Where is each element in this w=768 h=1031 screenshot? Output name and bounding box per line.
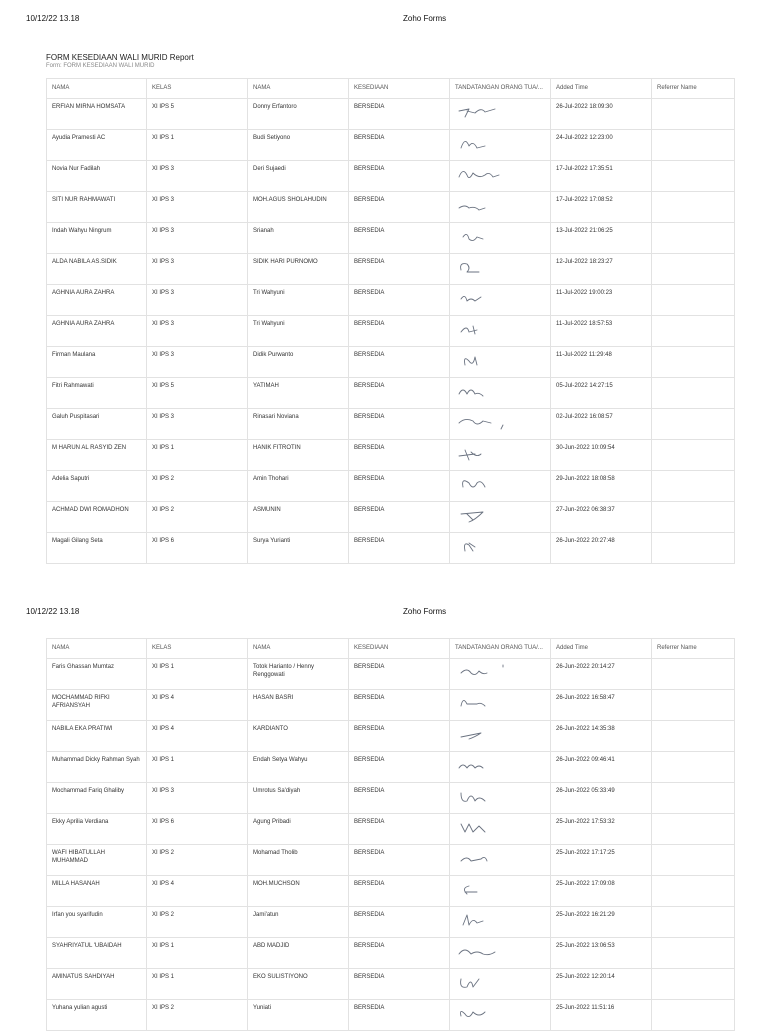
kesediaan-cell: BERSEDIA [349,130,450,161]
page-header [0,14,768,28]
added-time-cell: 11-Jul-2022 19:00:23 [551,285,652,316]
signature-cell [450,907,551,938]
signature-image [455,756,515,778]
kesediaan-cell: BERSEDIA [349,907,450,938]
signature-image [455,103,515,125]
referrer-name-cell [652,938,735,969]
student-name-cell: Fitri Rahmawati [47,378,147,409]
kesediaan-cell: BERSEDIA [349,752,450,783]
table-row[interactable] [47,192,735,223]
added-time-cell: 17-Jul-2022 17:08:52 [551,192,652,223]
referrer-name-cell [652,876,735,907]
kelas-cell: XI IPS 3 [147,316,248,347]
signature-image [455,196,515,218]
added-time-cell: 26-Jul-2022 18:09:30 [551,99,652,130]
column-header[interactable]: TANDATANGAN ORANG TUA/... [450,639,551,659]
table-row[interactable] [47,471,735,502]
kelas-cell: XI IPS 2 [147,907,248,938]
student-name-cell: SYAHRIYATUL 'UBAIDAH [47,938,147,969]
referrer-name-cell [652,192,735,223]
referrer-name-cell [652,316,735,347]
parent-name-cell: ASMUNIN [248,502,349,533]
added-time-cell: 26-Jun-2022 09:46:41 [551,752,652,783]
table-row[interactable] [47,690,735,721]
signature-image [455,725,515,747]
referrer-name-cell [652,347,735,378]
column-header[interactable]: Added Time [551,79,652,99]
signature-cell [450,409,551,440]
referrer-name-cell [652,969,735,1000]
table-row[interactable] [47,223,735,254]
column-header[interactable]: NAMA [248,79,349,99]
referrer-name-cell [652,223,735,254]
signature-cell [450,690,551,721]
referrer-name-cell [652,99,735,130]
kesediaan-cell: BERSEDIA [349,254,450,285]
referrer-name-cell [652,533,735,564]
signature-image [455,506,515,528]
added-time-cell: 25-Jun-2022 17:17:25 [551,845,652,876]
kelas-cell: XI IPS 3 [147,409,248,440]
student-name-cell: ACHMAD DWI ROMADHON [47,502,147,533]
table-header-row [47,639,735,659]
kelas-cell: XI IPS 3 [147,161,248,192]
parent-name-cell: Didik Purwanto [248,347,349,378]
signature-image [455,320,515,342]
table-row[interactable] [47,285,735,316]
kesediaan-cell: BERSEDIA [349,814,450,845]
kelas-cell: XI IPS 1 [147,752,248,783]
table-row[interactable] [47,409,735,440]
kesediaan-cell: BERSEDIA [349,845,450,876]
signature-image [455,694,515,716]
signature-cell [450,969,551,1000]
referrer-name-cell [652,659,735,690]
parent-name-cell: HANIK FITROTIN [248,440,349,471]
added-time-cell: 26-Jun-2022 20:27:48 [551,533,652,564]
referrer-name-cell [652,285,735,316]
student-name-cell: SITI NUR RAHMAWATI [47,192,147,223]
signature-image [455,880,515,902]
parent-name-cell: Yuniati [248,1000,349,1031]
added-time-cell: 25-Jun-2022 17:53:32 [551,814,652,845]
table-row[interactable] [47,969,735,1000]
table-row[interactable] [47,876,735,907]
added-time-cell: 26-Jun-2022 05:33:49 [551,783,652,814]
added-time-cell: 02-Jul-2022 16:08:57 [551,409,652,440]
signature-cell [450,316,551,347]
kesediaan-cell: BERSEDIA [349,316,450,347]
referrer-name-cell [652,409,735,440]
kesediaan-cell: BERSEDIA [349,659,450,690]
kelas-cell: XI IPS 2 [147,502,248,533]
parent-name-cell: Totok Harianto / Henny Renggowati [248,659,349,690]
signature-image [455,1004,515,1026]
kelas-cell: XI IPS 4 [147,876,248,907]
referrer-name-cell [652,378,735,409]
referrer-name-cell [652,814,735,845]
column-header[interactable]: Referrer Name [652,79,735,99]
added-time-cell: 12-Jul-2022 18:23:27 [551,254,652,285]
student-name-cell: MILLA HASANAH [47,876,147,907]
table-row[interactable] [47,378,735,409]
kelas-cell: XI IPS 1 [147,130,248,161]
added-time-cell: 30-Jun-2022 10:09:54 [551,440,652,471]
student-name-cell: Ayudia Pramesti AC [47,130,147,161]
added-time-cell: 25-Jun-2022 13:06:53 [551,938,652,969]
table-row[interactable] [47,130,735,161]
table-row[interactable] [47,254,735,285]
column-header[interactable]: Added Time [551,639,652,659]
parent-name-cell: HASAN BASRI [248,690,349,721]
signature-cell [450,471,551,502]
student-name-cell: WAFI HIBATULLAH MUHAMMAD [47,845,147,876]
signature-image [455,351,515,373]
signature-image [455,258,515,280]
student-name-cell: AMINATUS SAHDIYAH [47,969,147,1000]
parent-name-cell: Amin Thohari [248,471,349,502]
referrer-name-cell [652,254,735,285]
parent-name-cell: Jami'atun [248,907,349,938]
table-row[interactable] [47,347,735,378]
parent-name-cell: Agung Pribadi [248,814,349,845]
added-time-cell: 29-Jun-2022 18:08:58 [551,471,652,502]
kelas-cell: XI IPS 1 [147,938,248,969]
signature-cell [450,502,551,533]
referrer-name-cell [652,130,735,161]
signature-image [455,942,515,964]
print-date: 10/12/22 13.18 [26,607,80,616]
kelas-cell: XI IPS 5 [147,378,248,409]
parent-name-cell: Srianah [248,223,349,254]
kesediaan-cell: BERSEDIA [349,161,450,192]
kelas-cell: XI IPS 4 [147,690,248,721]
signature-cell [450,845,551,876]
student-name-cell: Indah Wahyu Ningrum [47,223,147,254]
kesediaan-cell: BERSEDIA [349,533,450,564]
kelas-cell: XI IPS 3 [147,347,248,378]
page-header [0,607,768,621]
kesediaan-cell: BERSEDIA [349,969,450,1000]
student-name-cell: M HARUN AL RASYID ZEN [47,440,147,471]
table-row[interactable] [47,316,735,347]
signature-cell [450,440,551,471]
app-title: Zoho Forms [403,14,447,23]
signature-cell [450,659,551,690]
referrer-name-cell [652,471,735,502]
signature-cell [450,378,551,409]
kelas-cell: XI IPS 3 [147,285,248,316]
parent-name-cell: YATIMAH [248,378,349,409]
kelas-cell: XI IPS 2 [147,471,248,502]
signature-cell [450,130,551,161]
kelas-cell: XI IPS 3 [147,254,248,285]
added-time-cell: 26-Jun-2022 16:58:47 [551,690,652,721]
table-row[interactable] [47,752,735,783]
added-time-cell: 24-Jul-2022 12:23:00 [551,130,652,161]
signature-image [455,818,515,840]
report-table [46,78,735,564]
parent-name-cell: Mohamad Tholib [248,845,349,876]
student-name-cell: AGHNIA AURA ZAHRA [47,316,147,347]
student-name-cell: Muhammad Dicky Rahman Syah [47,752,147,783]
report-subtitle: Form: FORM KESEDIAAN WALI MURID [46,63,155,69]
parent-name-cell: SIDIK HARI PURNOMO [248,254,349,285]
student-name-cell: MOCHAMMAD RIFKI AFRIANSYAH [47,690,147,721]
column-header[interactable]: KESEDIAAN [349,79,450,99]
student-name-cell: Galuh Puspitasari [47,409,147,440]
student-name-cell: Ekky Aprilia Verdiana [47,814,147,845]
column-header[interactable]: NAMA [47,639,147,659]
kelas-cell: XI IPS 3 [147,192,248,223]
kesediaan-cell: BERSEDIA [349,409,450,440]
kelas-cell: XI IPS 2 [147,845,248,876]
referrer-name-cell [652,845,735,876]
student-name-cell: Adelia Saputri [47,471,147,502]
signature-image [455,165,515,187]
signature-image [455,413,515,435]
student-name-cell: Irfan you syarifudin [47,907,147,938]
kesediaan-cell: BERSEDIA [349,192,450,223]
signature-image [455,973,515,995]
table-row[interactable] [47,440,735,471]
signature-cell [450,192,551,223]
signature-image [455,444,515,466]
signature-cell [450,254,551,285]
kesediaan-cell: BERSEDIA [349,783,450,814]
table-row[interactable] [47,845,735,876]
table-row[interactable] [47,161,735,192]
signature-cell [450,1000,551,1031]
table-row[interactable] [47,721,735,752]
kelas-cell: XI IPS 6 [147,533,248,564]
kesediaan-cell: BERSEDIA [349,99,450,130]
signature-cell [450,223,551,254]
student-name-cell: Novia Nur Fadilah [47,161,147,192]
added-time-cell: 25-Jun-2022 11:51:16 [551,1000,652,1031]
signature-image [455,382,515,404]
table-row[interactable] [47,99,735,130]
added-time-cell: 17-Jul-2022 17:35:51 [551,161,652,192]
kelas-cell: XI IPS 6 [147,814,248,845]
signature-cell [450,814,551,845]
parent-name-cell: Budi Setiyono [248,130,349,161]
app-title: Zoho Forms [403,607,447,616]
kesediaan-cell: BERSEDIA [349,690,450,721]
kesediaan-cell: BERSEDIA [349,378,450,409]
kesediaan-cell: BERSEDIA [349,721,450,752]
column-header[interactable]: NAMA [248,639,349,659]
table-row[interactable] [47,814,735,845]
signature-image [455,227,515,249]
print-date: 10/12/22 13.18 [26,14,80,23]
referrer-name-cell [652,752,735,783]
added-time-cell: 26-Jun-2022 14:35:38 [551,721,652,752]
kesediaan-cell: BERSEDIA [349,502,450,533]
parent-name-cell: Rinasari Noviana [248,409,349,440]
kelas-cell: XI IPS 3 [147,223,248,254]
table-row[interactable] [47,938,735,969]
signature-image [455,134,515,156]
parent-name-cell: MOH.AGUS SHOLAHUDIN [248,192,349,223]
parent-name-cell: Deri Sujaedi [248,161,349,192]
kesediaan-cell: BERSEDIA [349,223,450,254]
table-header-row [47,79,735,99]
signature-cell [450,876,551,907]
student-name-cell: ERFIAN MIRNA HOMSATA [47,99,147,130]
student-name-cell: Yuhana yulian agusti [47,1000,147,1031]
signature-image [455,475,515,497]
parent-name-cell: MOH.MUCHSON [248,876,349,907]
column-header[interactable]: TANDATANGAN ORANG TUA/... [450,79,551,99]
student-name-cell: ALDA NABILA AS.SIDIK [47,254,147,285]
signature-image [455,663,515,685]
column-header[interactable]: NAMA [47,79,147,99]
table-row[interactable] [47,907,735,938]
signature-image [455,849,515,871]
referrer-name-cell [652,502,735,533]
table-row[interactable] [47,502,735,533]
kelas-cell: XI IPS 2 [147,1000,248,1031]
signature-image [455,537,515,559]
referrer-name-cell [652,721,735,752]
report-table [46,638,735,1031]
parent-name-cell: KARDIANTO [248,721,349,752]
added-time-cell: 25-Jun-2022 16:21:29 [551,907,652,938]
referrer-name-cell [652,690,735,721]
student-name-cell: Firman Maulana [47,347,147,378]
parent-name-cell: Tri Wahyuni [248,285,349,316]
report-title: FORM KESEDIAAN WALI MURID Report [46,53,194,62]
parent-name-cell: EKO SULISTIYONO [248,969,349,1000]
kesediaan-cell: BERSEDIA [349,1000,450,1031]
kelas-cell: XI IPS 5 [147,99,248,130]
kelas-cell: XI IPS 1 [147,659,248,690]
parent-name-cell: Tri Wahyuni [248,316,349,347]
referrer-name-cell [652,440,735,471]
added-time-cell: 26-Jun-2022 20:14:27 [551,659,652,690]
kesediaan-cell: BERSEDIA [349,347,450,378]
added-time-cell: 11-Jul-2022 11:29:48 [551,347,652,378]
signature-cell [450,752,551,783]
added-time-cell: 27-Jun-2022 06:38:37 [551,502,652,533]
signature-image [455,289,515,311]
added-time-cell: 25-Jun-2022 17:09:08 [551,876,652,907]
signature-cell [450,99,551,130]
column-header[interactable]: KELAS [147,79,248,99]
added-time-cell: 25-Jun-2022 12:20:14 [551,969,652,1000]
referrer-name-cell [652,161,735,192]
referrer-name-cell [652,783,735,814]
student-name-cell: Magali Gilang Seta [47,533,147,564]
kelas-cell: XI IPS 1 [147,969,248,1000]
column-header[interactable]: KELAS [147,639,248,659]
parent-name-cell: Endah Setya Wahyu [248,752,349,783]
added-time-cell: 05-Jul-2022 14:27:15 [551,378,652,409]
column-header[interactable]: KESEDIAAN [349,639,450,659]
student-name-cell: Mochammad Fariq Ghaliby [47,783,147,814]
signature-cell [450,783,551,814]
signature-cell [450,347,551,378]
column-header[interactable]: Referrer Name [652,639,735,659]
parent-name-cell: ABD MADJID [248,938,349,969]
table-row[interactable] [47,1000,735,1031]
signature-cell [450,533,551,564]
signature-cell [450,721,551,752]
parent-name-cell: Surya Yurianti [248,533,349,564]
signature-cell [450,161,551,192]
kesediaan-cell: BERSEDIA [349,938,450,969]
student-name-cell: Faris Ghassan Mumtaz [47,659,147,690]
kesediaan-cell: BERSEDIA [349,471,450,502]
referrer-name-cell [652,907,735,938]
kelas-cell: XI IPS 4 [147,721,248,752]
student-name-cell: NABILA EKA PRATIWI [47,721,147,752]
kesediaan-cell: BERSEDIA [349,876,450,907]
kelas-cell: XI IPS 3 [147,783,248,814]
signature-cell [450,285,551,316]
signature-image [455,787,515,809]
parent-name-cell: Donny Erfantoro [248,99,349,130]
table-row[interactable] [47,659,735,690]
referrer-name-cell [652,1000,735,1031]
signature-image [455,911,515,933]
kelas-cell: XI IPS 1 [147,440,248,471]
kesediaan-cell: BERSEDIA [349,440,450,471]
student-name-cell: AGHNIA AURA ZAHRA [47,285,147,316]
table-row[interactable] [47,533,735,564]
added-time-cell: 11-Jul-2022 18:57:53 [551,316,652,347]
added-time-cell: 13-Jul-2022 21:06:25 [551,223,652,254]
signature-cell [450,938,551,969]
kesediaan-cell: BERSEDIA [349,285,450,316]
table-row[interactable] [47,783,735,814]
parent-name-cell: Umrotus Sa'diyah [248,783,349,814]
